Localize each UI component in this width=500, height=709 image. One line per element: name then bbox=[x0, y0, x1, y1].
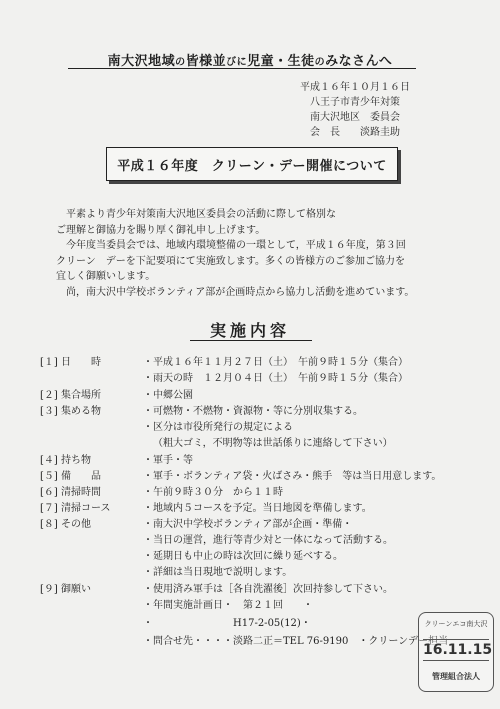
detail-label: [３] 集める物 bbox=[40, 406, 101, 417]
detail-line: ・延期日も中止の時は次回に繰り延べする。 bbox=[143, 551, 343, 562]
sender-committee: 南大沢地区 委員会 bbox=[310, 112, 400, 123]
detail-line: ・軍手・等 bbox=[143, 455, 193, 466]
detail-line: ・雨天の時 １２月０４日（土） 午前９時１５分（集合） bbox=[143, 373, 408, 384]
addressee-text: みなさんへ bbox=[325, 54, 393, 69]
detail-line: ・問合せ先・・・・淡路二正＝TEL 76-9190 ・クリーンデー担当 bbox=[143, 636, 449, 647]
section-title: 実施内容 bbox=[209, 321, 290, 340]
addressee-text: びに bbox=[226, 57, 248, 68]
sender-date: 平成１６年１０月１６日 bbox=[300, 82, 410, 93]
addressee-text: 皆様並 bbox=[185, 54, 227, 69]
detail-line: ・地域内５コースを予定。当日地図を準備します。 bbox=[143, 503, 372, 514]
addressee-text: の bbox=[314, 57, 326, 68]
detail-label: [１] 日 時 bbox=[40, 357, 101, 368]
detail-label: [８] その他 bbox=[40, 519, 91, 530]
detail-line: ・可燃物・不燃物・資源物・等に分別収集する。 bbox=[143, 406, 363, 417]
detail-line: ・年間実施計画日・ 第２１回 ・ bbox=[143, 600, 313, 611]
addressee-text: の bbox=[175, 57, 186, 68]
addressee-underline bbox=[68, 68, 416, 69]
body-paragraphs bbox=[56, 207, 456, 300]
addressee-text: 南大沢地域 bbox=[107, 54, 176, 69]
stamp-org: クリーンエコ南大沢 bbox=[424, 620, 488, 628]
detail-line: ・区分は市役所発行の規定による bbox=[143, 422, 293, 433]
stamp-date: 16.11.15 bbox=[423, 639, 489, 661]
addressee-heading bbox=[95, 50, 405, 69]
detail-label: [６] 清掃時間 bbox=[40, 487, 101, 498]
sender-block bbox=[300, 80, 410, 140]
document-title bbox=[106, 147, 398, 181]
detail-line: ・使用済み軍手は［各自洗濯後］次回持参して下さい。 bbox=[143, 584, 393, 595]
detail-line: ・平成１６年１１月２７日（土） 午前９時１５分（集合） bbox=[143, 357, 408, 368]
detail-label: [２] 集合場所 bbox=[40, 390, 101, 401]
receipt-stamp bbox=[418, 612, 494, 692]
sender-chair: 会 長 淡路圭助 bbox=[310, 127, 400, 138]
detail-line: ・当日の運営，進行等青少対と一体になって活動する。 bbox=[143, 535, 393, 546]
sender-org: 八王子市青少年対策 bbox=[310, 97, 400, 108]
detail-line: ・南大沢中学校ボランティア部が企画・準備・ bbox=[143, 519, 353, 530]
detail-line: ・詳細は当日現地で説明します。 bbox=[143, 567, 293, 578]
body-line: 尚，南大沢中学校ボランティア部が企画時点から協力し活動を進めています。 bbox=[66, 286, 415, 298]
stamp-name: 管理組合法人 bbox=[432, 672, 480, 681]
body-line: 平素より青少年対策南大沢地区委員会の活動に際して格別な bbox=[66, 209, 336, 220]
detail-line: ・中郷公園 bbox=[143, 390, 193, 401]
body-line: ご理解と御協力を賜り厚く御礼申し上げます。 bbox=[56, 224, 266, 236]
detail-label: [５] 備 品 bbox=[40, 471, 101, 482]
document-title-text: 平成１６年度 クリーン・デー開催について bbox=[117, 158, 387, 174]
detail-line: （粗大ゴミ，不明物等は世話係りに連絡して下さい） bbox=[153, 438, 393, 449]
section-underline bbox=[190, 340, 312, 341]
detail-line: ・午前９時３０分 から１１時 bbox=[143, 487, 283, 498]
detail-label: [７] 清掃コース bbox=[40, 503, 111, 514]
body-line: 今年度当委員会では、地域内環境整備の一環として，平成１６年度，第３回 bbox=[66, 240, 406, 251]
detail-line: ・ H17-2-05(12)・ bbox=[143, 618, 311, 629]
body-line: クリーン デーを下記要項にて実施致します。多くの皆様方のご参加ご協力を bbox=[56, 255, 405, 267]
detail-label: [９] 御願い bbox=[40, 584, 91, 595]
detail-label: [４] 持ち物 bbox=[40, 455, 91, 466]
body-line: 宜しく御願いします。 bbox=[56, 271, 156, 282]
detail-line: ・軍手・ボランティア袋・火ばさみ・熊手 等は当日用意します。 bbox=[143, 471, 442, 482]
addressee-text: 児童・生徒 bbox=[247, 54, 315, 69]
